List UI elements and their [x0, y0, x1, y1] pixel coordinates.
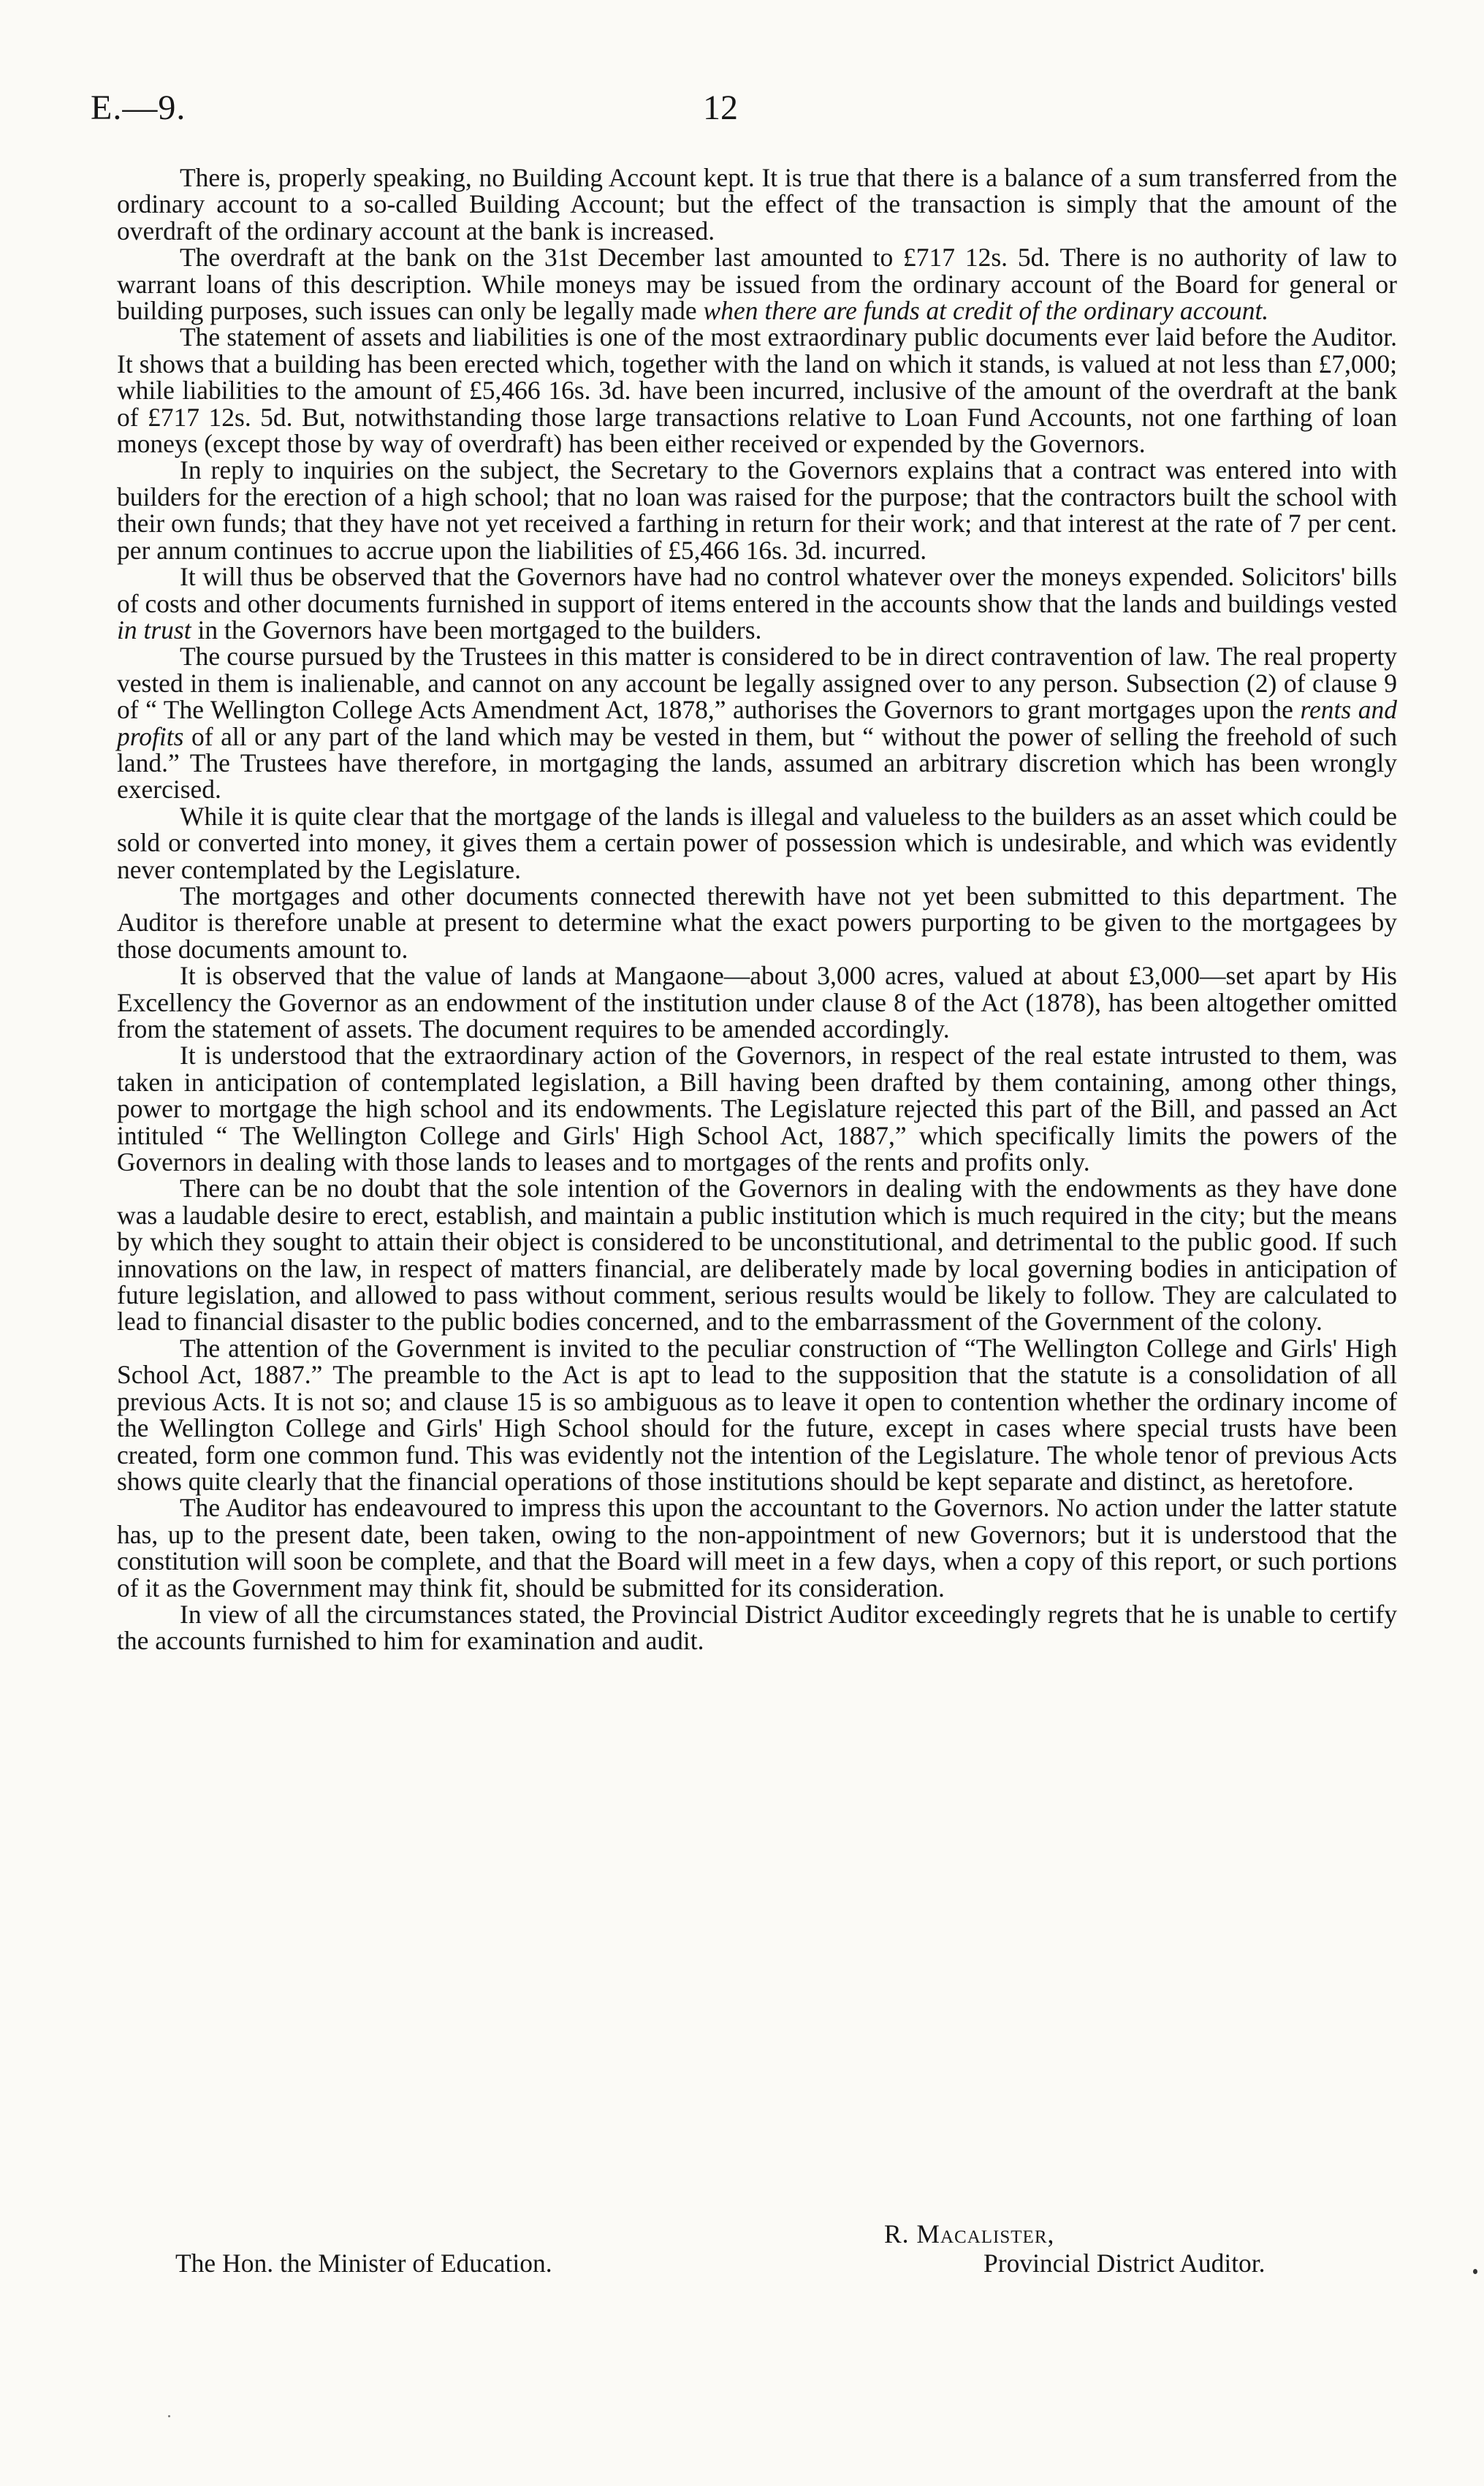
- paragraph-auditor-action: The Auditor has endeavoured to impress this upon the accountant to the Governors. No action under the latter statute has, up to the present date, been taken, owing to the non-appointment of new Governors; but it is understood that the constitution will soon be complete, and that the Board will meet in a few days, when a copy of this report, or such portions of it as the Government may think fit, should be submitted for its consideration.: [117, 1493, 1397, 1603]
- paragraph-no-control: It will thus be observed that the Governors have had no control whatever over the moneys expended. Solicitors' bills of costs and other documents furnished in support of items entered in the accounts show that the lands and buildings vested in trust in the Governors have been mortgaged to the builders.: [117, 562, 1397, 645]
- margin-ink-mark: [1473, 2269, 1477, 2274]
- paragraph-governors-intention: There can be no doubt that the sole intention of the Governors in dealing with the endowments as they have done was a laudable desire to erect, establish, and maintain a public institution which is much required in the city; but the means by which they sought to attain their object is considered to be unconstitutional, and detrimental to the public good. If such innovations on the law, in respect of matters financial, are deliberately made by local governing bodies in anticipation of future legislation, and allowed to pass without comment, serious results would be likely to follow. They are calculated to lead to financial disaster to the public bodies concerned, and to the embarrassment of the Government of the colony.: [117, 1174, 1397, 1337]
- addressee: The Hon. the Minister of Education.: [175, 2249, 552, 2278]
- paragraph-assets-liabilities: The statement of assets and liabilities is one of the most extraordinary public documents ever laid before the Auditor. It shows that a building has been erected which, together with the land on which it stands, is valued at not less than £7,000; while liabilities to the amount of £5,466 16s. 3d. have been incurred, inclusive of the amount of the overdraft at the bank of £717 12s. 5d. But, notwithstanding those large transactions relative to Loan Fund Accounts, not one farthing of loan moneys (except those by way of overdraft) has been either received or expended by the Governors.: [117, 322, 1397, 459]
- report-body: [117, 164, 1397, 1654]
- paragraph-secretary-reply: In reply to inquiries on the subject, the Secretary to the Governors explains that a contract was entered into with builders for the erection of a high school; that no loan was raised for the purpose; that the contractors built the school with their own funds; that they have not yet received a farthing in return for their work; and that interest at the rate of 7 per cent. per annum continues to accrue upon the liabilities of £5,466 16s. 3d. incurred.: [117, 455, 1397, 565]
- document-reference: E.—9.: [91, 88, 186, 127]
- paragraph-contravention: The course pursued by the Trustees in this matter is considered to be in direct contravention of law. The real property vested in them is inalienable, and cannot on any account be legally assigned over to any person. Subsection (2) of clause 9 of “ The Wellington College Acts Amendment Act, 1878,” authorises the Governors to grant mortgages upon the rents and profits of all or any part of the land which may be vested in them, but “ without the power of selling the freehold of such land.” The Trustees have therefore, in mortgaging the lands, assumed an arbitrary discretion which has been wrongly exercised.: [117, 642, 1397, 805]
- paragraph-building-account: There is, properly speaking, no Building Account kept. It is true that there is a balance of a sum transferred from the ordinary account to a so-called Building Account; but the effect of the transaction is simply that the amount of the overdraft of the ordinary account at the bank is increased.: [117, 163, 1397, 246]
- paragraph-act-construction: The attention of the Government is invited to the peculiar construction of “The Wellington College and Girls' High School Act, 1887.” The preamble to the Act is apt to lead to the supposition that the statute is a consolidation of all previous Acts. It is not so; and clause 15 is so ambiguous as to leave it open to contention whether the ordinary income of the Wellington College and Girls' High School should for the future, except in cases where special trusts have been created, form one common fund. This was evidently not the intention of the Legislature. The whole tenor of previous Acts shows quite clearly that the financial operations of those institutions should be kept separate and distinct, as heretofore.: [117, 1333, 1397, 1496]
- paragraph-conclusion: In view of all the circumstances stated, the Provincial District Auditor exceedingly regrets that he is unable to certify the accounts furnished to him for examination and audit.: [117, 1599, 1397, 1656]
- paragraph-overdraft: The overdraft at the bank on the 31st December last amounted to £717 12s. 5d. There is no authority of law to warrant loans of this description. While moneys may be issued from the ordinary account of the Board for general or building purposes, such issues can only be legally made when there are funds at credit of the ordinary account.: [117, 243, 1397, 326]
- paragraph-mangaone-lands: It is observed that the value of lands at Mangaone—about 3,000 acres, valued at about £3,000—set apart by His Excellency the Governor as an endowment of the institution under clause 8 of the Act (1878), has been altogether omitted from the statement of assets. The document requires to be amended accordingly.: [117, 961, 1397, 1044]
- paragraph-mortgage-illegal: While it is quite clear that the mortgage of the lands is illegal and valueless to the builders as an asset which could be sold or converted into money, it gives them a certain power of possession which is undesirable, and which was evidently never contemplated by the Legislature.: [117, 801, 1397, 884]
- signature-title: Provincial District Auditor.: [983, 2249, 1266, 2278]
- margin-ink-speck: [168, 2415, 170, 2417]
- signature-name: R. Macalister,: [884, 2219, 1055, 2249]
- paragraph-anticipated-legislation: It is understood that the extraordinary action of the Governors, in respect of the real estate intrusted to them, was taken in anticipation of contemplated legislation, a Bill having been drafted by them containing, among other things, power to mortgage the high school and its endowments. The Legislature rejected this part of the Bill, and passed an Act intituled “ The Wellington College and Girls' High School Act, 1887,” which specifically limits the powers of the Governors in dealing with those lands to leases and to mortgages of the rents and profits only.: [117, 1041, 1397, 1177]
- paragraph-mortgage-documents: The mortgages and other documents connected therewith have not yet been submitted to this department. The Auditor is therefore unable at present to determine what the exact powers purporting to be given to the mortgagees by those documents amount to.: [117, 881, 1397, 964]
- page-number: 12: [703, 88, 738, 127]
